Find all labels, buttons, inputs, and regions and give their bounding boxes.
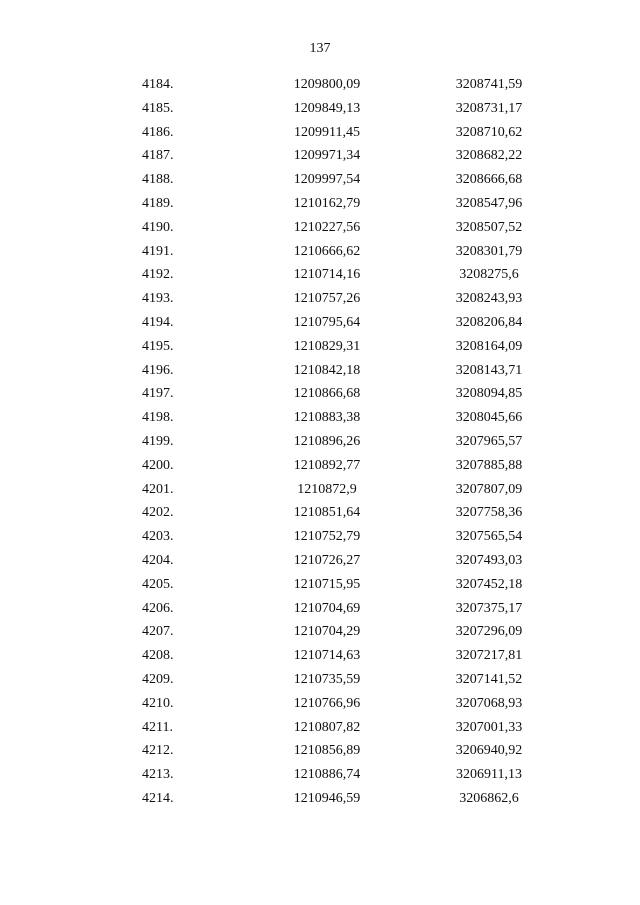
- y-coordinate-cell: 3207965,57: [455, 433, 523, 449]
- y-coordinate-cell: 3207758,36: [455, 505, 523, 521]
- x-coordinate-cell: 1209800,09: [293, 77, 361, 92]
- table-row: [0, 790, 640, 814]
- x-coordinate-cell: 1210829,31: [293, 338, 361, 354]
- y-coordinate-cell: 3208045,66: [455, 410, 523, 426]
- y-coordinate-cell: 3207565,54: [455, 529, 523, 545]
- x-coordinate-cell: 1210726,27: [293, 552, 361, 568]
- y-coordinate-cell: 3207807,09: [455, 481, 523, 497]
- y-coordinate-cell: 3207375,17: [455, 600, 523, 616]
- x-coordinate-cell: 1209849,13: [293, 100, 361, 116]
- point-number-cell: 4201.: [142, 481, 174, 497]
- x-coordinate-cell: 1210883,38: [293, 410, 361, 426]
- x-coordinate-cell: 1210896,26: [293, 433, 361, 449]
- point-number-cell: 4209.: [142, 671, 174, 687]
- x-coordinate-cell: 1210704,29: [293, 624, 361, 640]
- y-coordinate-cell: 3206911,13: [456, 767, 522, 783]
- table-row: [0, 338, 640, 362]
- x-coordinate-cell: 1210752,79: [293, 529, 361, 545]
- y-coordinate-cell: 3208547,96: [455, 195, 523, 211]
- x-coordinate-cell: 1209971,34: [293, 148, 361, 164]
- x-coordinate-cell: 1210714,16: [293, 267, 361, 283]
- x-coordinate-cell: 1210162,79: [293, 195, 361, 211]
- table-row: [0, 76, 640, 100]
- x-coordinate-cell: 1210715,95: [293, 576, 361, 592]
- y-coordinate-cell: 3207493,03: [455, 552, 523, 568]
- y-coordinate-cell: 3208206,84: [455, 314, 523, 330]
- point-number-cell: 4187.: [142, 148, 174, 164]
- y-coordinate-cell: 3207001,33: [455, 719, 523, 735]
- point-number-cell: 4195.: [142, 338, 174, 354]
- y-coordinate-cell: 3207885,88: [455, 457, 523, 473]
- table-row: [0, 362, 640, 386]
- table-row: [0, 766, 640, 790]
- table-row: [0, 124, 640, 148]
- point-number-cell: 4211.: [142, 719, 173, 735]
- point-number-cell: 4190.: [142, 219, 174, 235]
- x-coordinate-cell: 1210227,56: [293, 219, 361, 235]
- point-number-cell: 4193.: [142, 291, 174, 307]
- table-row: [0, 671, 640, 695]
- table-row: [0, 623, 640, 647]
- y-coordinate-cell: 3207141,52: [455, 671, 523, 687]
- y-coordinate-cell: 3206862,6: [459, 790, 519, 806]
- point-number-cell: 4205.: [142, 576, 174, 592]
- y-coordinate-cell: 3208731,17: [455, 100, 523, 116]
- table-row: [0, 147, 640, 171]
- x-coordinate-cell: 1210856,89: [293, 743, 361, 759]
- x-coordinate-cell: 1210735,59: [293, 671, 361, 687]
- point-number-cell: 4199.: [142, 433, 174, 449]
- coordinates-table: [0, 76, 640, 814]
- table-row: [0, 457, 640, 481]
- y-coordinate-cell: 3207217,81: [455, 648, 523, 664]
- point-number-cell: 4198.: [142, 410, 174, 426]
- table-row: [0, 576, 640, 600]
- y-coordinate-cell: 3208507,52: [455, 219, 523, 235]
- x-coordinate-cell: 1210892,77: [293, 457, 361, 473]
- table-row: [0, 433, 640, 457]
- x-coordinate-cell: 1210807,82: [293, 719, 361, 735]
- point-number-cell: 4192.: [142, 267, 174, 283]
- x-coordinate-cell: 1209911,45: [294, 124, 360, 140]
- table-row: [0, 219, 640, 243]
- y-coordinate-cell: 3208710,62: [455, 124, 523, 140]
- x-coordinate-cell: 1210704,69: [293, 600, 361, 616]
- point-number-cell: 4191.: [142, 243, 174, 259]
- table-row: [0, 504, 640, 528]
- point-number-cell: 4214.: [142, 790, 174, 806]
- x-coordinate-cell: 1210886,74: [293, 767, 361, 783]
- x-coordinate-cell: 1210872,9: [297, 481, 357, 497]
- table-row: [0, 385, 640, 409]
- x-coordinate-cell: 1209997,54: [293, 172, 361, 188]
- point-number-cell: 4186.: [142, 124, 174, 140]
- page-number: 137: [309, 41, 331, 56]
- y-coordinate-cell: 3208666,68: [455, 172, 523, 188]
- x-coordinate-cell: 1210851,64: [293, 505, 361, 521]
- y-coordinate-cell: 3208243,93: [455, 291, 523, 307]
- x-coordinate-cell: 1210842,18: [293, 362, 361, 378]
- table-row: [0, 719, 640, 743]
- table-row: [0, 243, 640, 267]
- table-row: [0, 528, 640, 552]
- table-row: [0, 314, 640, 338]
- y-coordinate-cell: 3207452,18: [455, 576, 523, 592]
- point-number-cell: 4203.: [142, 529, 174, 545]
- point-number-cell: 4189.: [142, 195, 174, 211]
- point-number-cell: 4212.: [142, 743, 174, 759]
- y-coordinate-cell: 3208301,79: [455, 243, 523, 259]
- table-row: [0, 195, 640, 219]
- y-coordinate-cell: 3208143,71: [455, 362, 523, 378]
- table-row: [0, 290, 640, 314]
- table-row: [0, 600, 640, 624]
- x-coordinate-cell: 1210866,68: [293, 386, 361, 402]
- point-number-cell: 4213.: [142, 767, 174, 783]
- y-coordinate-cell: 3208741,59: [455, 77, 523, 92]
- table-row: [0, 552, 640, 576]
- point-number-cell: 4206.: [142, 600, 174, 616]
- point-number-cell: 4185.: [142, 100, 174, 116]
- point-number-cell: 4188.: [142, 172, 174, 188]
- point-number-cell: 4194.: [142, 314, 174, 330]
- table-row: [0, 409, 640, 433]
- table-row: [0, 695, 640, 719]
- table-row: [0, 742, 640, 766]
- table-row: [0, 266, 640, 290]
- point-number-cell: 4184.: [142, 77, 174, 92]
- y-coordinate-cell: 3208682,22: [455, 148, 523, 164]
- x-coordinate-cell: 1210946,59: [293, 790, 361, 806]
- point-number-cell: 4197.: [142, 386, 174, 402]
- point-number-cell: 4200.: [142, 457, 174, 473]
- point-number-cell: 4210.: [142, 695, 174, 711]
- x-coordinate-cell: 1210795,64: [293, 314, 361, 330]
- y-coordinate-cell: 3208094,85: [455, 386, 523, 402]
- y-coordinate-cell: 3207296,09: [455, 624, 523, 640]
- y-coordinate-cell: 3208275,6: [459, 267, 519, 283]
- table-row: [0, 481, 640, 505]
- point-number-cell: 4208.: [142, 648, 174, 664]
- x-coordinate-cell: 1210666,62: [293, 243, 361, 259]
- table-row: [0, 647, 640, 671]
- y-coordinate-cell: 3206940,92: [455, 743, 523, 759]
- table-row: [0, 171, 640, 195]
- point-number-cell: 4196.: [142, 362, 174, 378]
- x-coordinate-cell: 1210714,63: [293, 648, 361, 664]
- y-coordinate-cell: 3207068,93: [455, 695, 523, 711]
- x-coordinate-cell: 1210766,96: [293, 695, 361, 711]
- point-number-cell: 4204.: [142, 552, 174, 568]
- point-number-cell: 4202.: [142, 505, 174, 521]
- point-number-cell: 4207.: [142, 624, 174, 640]
- x-coordinate-cell: 1210757,26: [293, 291, 361, 307]
- table-row: [0, 100, 640, 124]
- y-coordinate-cell: 3208164,09: [455, 338, 523, 354]
